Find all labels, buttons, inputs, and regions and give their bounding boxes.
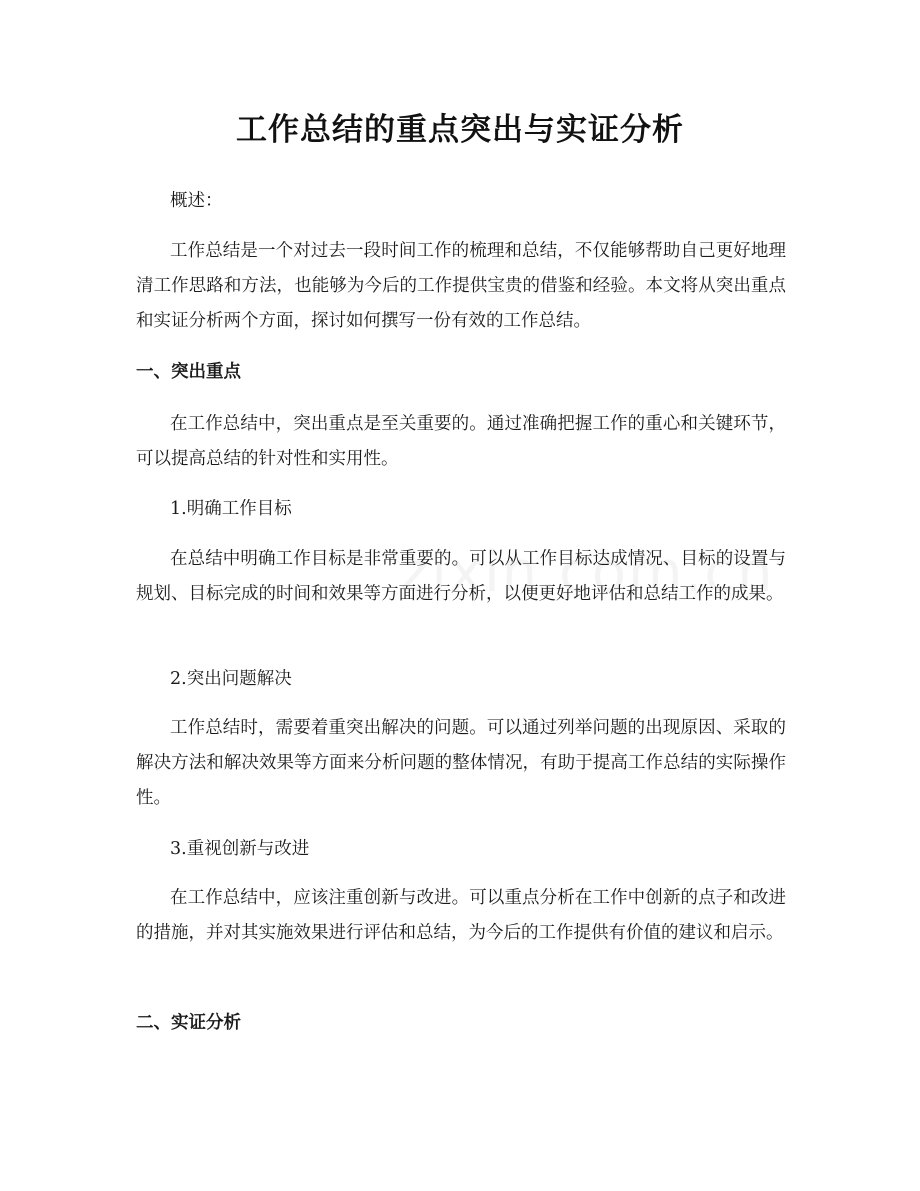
section1-intro-paragraph: 在工作总结中，突出重点是至关重要的。通过准确把握工作的重心和关键环节，可以提高总结的针对性和实用性。 — [136, 414, 786, 469]
section-heading-1: 一、突出重点 — [136, 362, 241, 382]
overview-paragraph: 工作总结是一个对过去一段时间工作的梳理和总结，不仅能够帮助自己更好地理清工作思路和方法，也能够为今后的工作提供宝贵的借鉴和经验。本文将从突出重点和实证分析两个方面，探讨如何撰写一份有效的工作总结。 — [136, 241, 786, 331]
subheading-3: 3.重视创新与改进 — [170, 839, 310, 859]
overview-label: 概述： — [170, 191, 223, 211]
subsection-1-paragraph: 在总结中明确工作目标是非常重要的。可以从工作目标达成情况、目标的设置与规划、目标完成的时间和效果等方面进行分析，以便更好地评估和总结工作的成果。 — [136, 549, 786, 604]
document-title: 工作总结的重点突出与实证分析 — [236, 112, 684, 148]
subheading-1: 1.明确工作目标 — [170, 499, 292, 519]
subsection-3-paragraph: 在工作总结中，应该注重创新与改进。可以重点分析在工作中创新的点子和改进的措施，并对其实施效果进行评估和总结，为今后的工作提供有价值的建议和启示。 — [136, 888, 786, 943]
section-heading-2: 二、实证分析 — [136, 1013, 241, 1033]
subheading-2: 2.突出问题解决 — [170, 669, 292, 689]
subsection-2-paragraph: 工作总结时，需要着重突出解决的问题。可以通过列举问题的出现原因、采取的解决方法和解决效果等方面来分析问题的整体情况，有助于提高工作总结的实际操作性。 — [136, 718, 786, 808]
